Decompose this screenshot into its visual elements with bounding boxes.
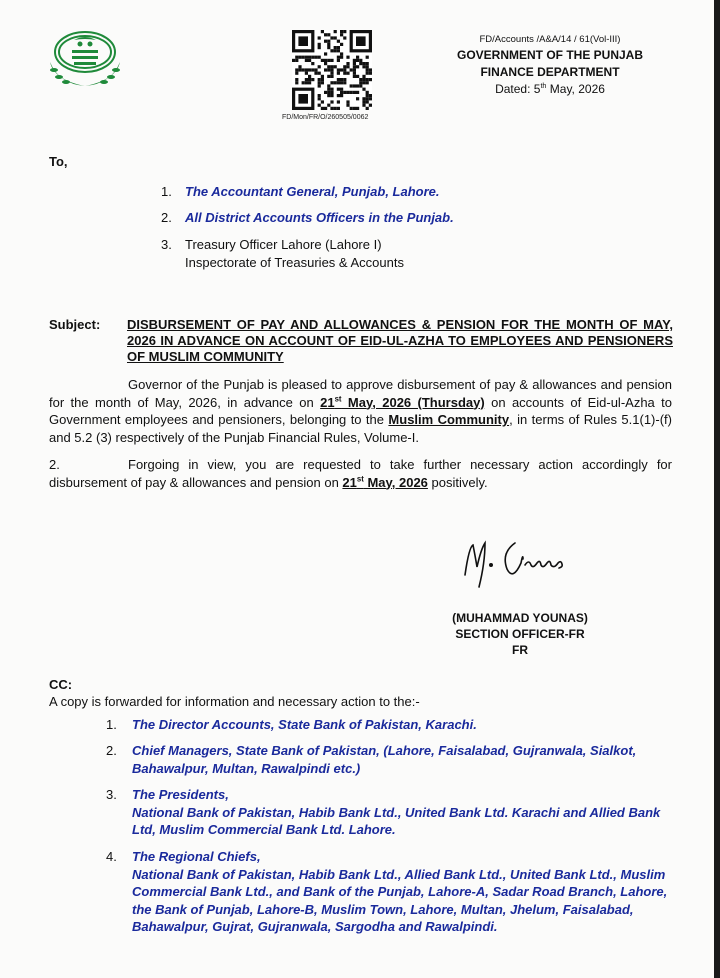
qr-code-reference: FD/Mon/FR/O/260505/0062 [282,114,369,121]
signatory-block [440,610,600,658]
addressee-2: 2. All District Accounts Officers in the Punjab. [161,210,454,225]
letterhead [450,34,650,96]
handwritten-signature [455,535,605,597]
punjab-government-logo [44,22,126,92]
muslim-community: Muslim Community [388,412,510,427]
page-edge [714,0,720,978]
cc-item-1: 1. The Director Accounts, State Bank of Pakistan, Karachi. [106,717,477,732]
signatory-unit: FR [512,643,528,657]
subject-label: Subject: [49,317,101,332]
signatory-title: SECTION OFFICER-FR [455,627,585,641]
paragraph-1: Governor of the Punjab is pleased to approve disbursement of pay & allowances and pension for the month of May, 2026, in advance on 21st May, 2026 (Thursday) on accounts of Eid-ul-Azha to Government employees and pensioners, belonging to the Muslim Community, in terms of Rules 5.1(1)-(f) and 5.2 (3) respectively of the Punjab Financial Rules, Volume-I. [49,377,673,445]
to-label: To, [49,154,68,169]
department-name: FINANCE DEPARTMENT [480,65,620,79]
subject-text: DISBURSEMENT OF PAY AND ALLOWANCES & PENSION FOR THE MONTH OF MAY, 2026 IN ADVANCE ON ACCOUNT OF EID-UL-AZHA TO EMPLOYEES AND PENSIONERS OF MUSLIM COMMUNITY [127,317,673,364]
cc-intro: A copy is forwarded for information and necessary action to the:- [49,694,420,709]
paragraph-2: 2. Forgoing in view, you are requested to take further necessary action accordingly for disbursement of pay & allowances and pension on 21st May, 2026 positively. [49,457,672,490]
cc-item-2: 2. Chief Managers, State Bank of Pakistan, (Lahore, Faisalabad, Gujranwala, Sialkot, Bahawalpur, Multan, Rawalpindi etc.) [106,743,637,776]
qr-code [292,30,372,110]
cc-item-3: 3. The Presidents, National Bank of Pakistan, Habib Bank Ltd., United Bank Ltd. Karachi and Allied Bank Ltd, Muslim Commercial Bank Ltd. Lahore. [106,787,661,837]
cc-item-4: 4. The Regional Chiefs, National Bank of Pakistan, Habib Bank Ltd., Allied Bank Ltd., United Bank Ltd., Muslim Commercial Bank Ltd., and Bank of the Punjab, Lahore-A, Sadar Road Branch, Lahore, the Bank of Punjab, Lahore-B, Muslim Town, Lahore, Multan, Jhelum, Faisalabad, Bahawalpur, Gujrat, Gujranwala, Sargodha and Rawalpindi. [106,849,668,934]
addressee-1: 1. The Accountant General, Punjab, Lahore. [161,184,440,199]
cc-label: CC: [49,677,73,692]
letter-date: Dated: 5th May, 2026 [495,81,605,96]
government-name: GOVERNMENT OF THE PUNJAB [456,48,643,62]
file-reference: FD/Accounts /A&A/14 / 61(Vol-III) [479,34,621,45]
signatory-name: (MUHAMMAD YOUNAS) [452,611,588,625]
addressee-3: 3. Treasury Officer Lahore (Lahore I) Inspectorate of Treasuries & Accounts [161,237,404,270]
